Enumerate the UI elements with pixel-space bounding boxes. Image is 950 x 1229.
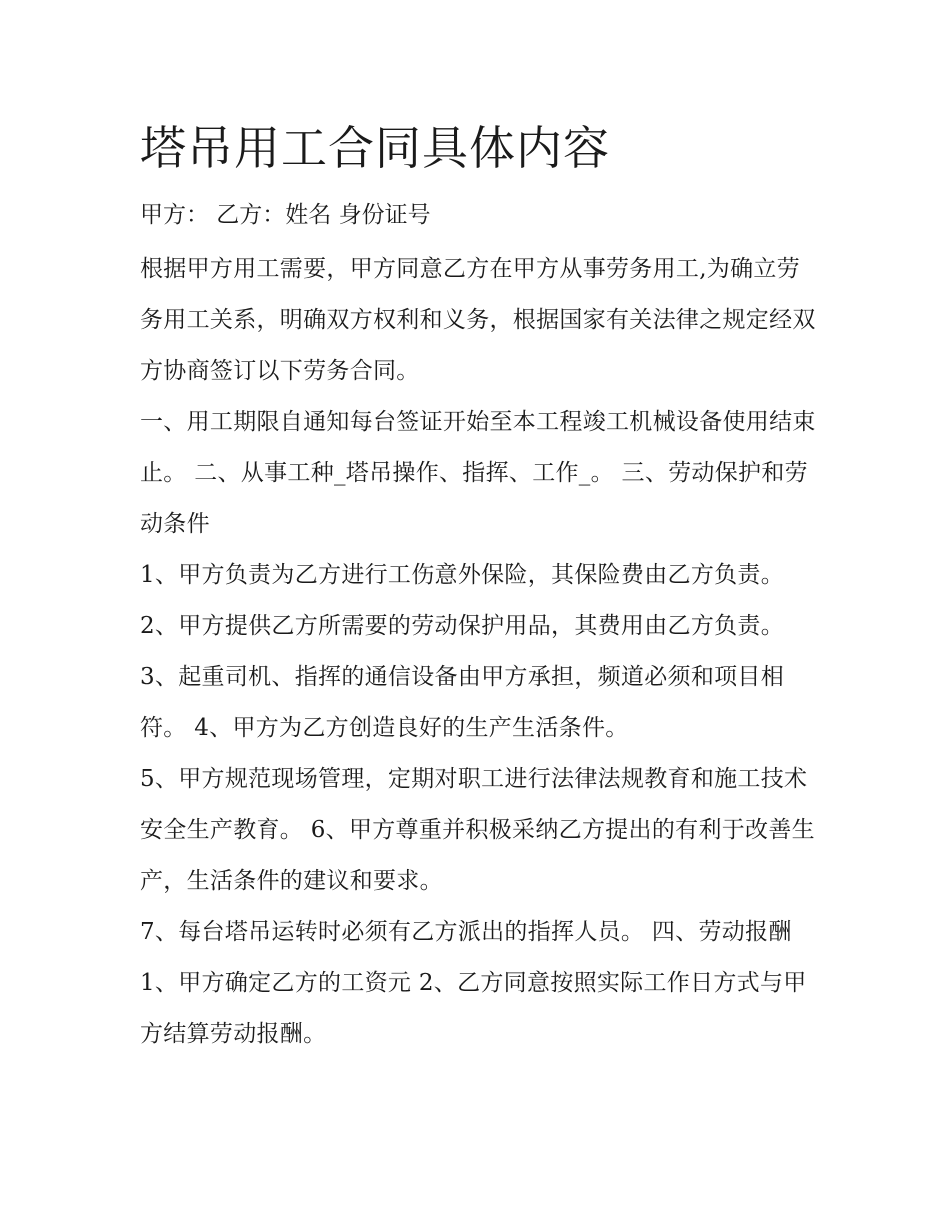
paragraph-management: 5、甲方规范现场管理，定期对职工进行法律法规教育和施工技术安全生产教育。 6、甲方尊重并积极采纳乙方提出的有利于改善生产，生活条件的建议和要求。 xyxy=(140,766,815,894)
paragraph-insurance: 1、甲方负责为乙方进行工伤意外保险，其保险费由乙方负责。 2、甲方提供乙方所需要的劳动保护用品，其费用由乙方负责。 xyxy=(140,562,785,639)
document-title: 塔吊用工合同具体内容 xyxy=(140,121,610,175)
paragraph-intro: 根据甲方用工需要，甲方同意乙方在甲方从事劳务用工,为确立劳务用工关系，明确双方权利和义务，根据国家有关法律之规定经双方协商签订以下劳务合同。 xyxy=(140,256,816,384)
paragraph-remuneration: 7、每台塔吊运转时必须有乙方派出的指挥人员。 四、劳动报酬 1、甲方确定乙方的工资元 2、乙方同意按照实际工作日方式与甲方结算劳动报酬。 xyxy=(140,919,807,1047)
paragraph-term-and-job: 一、用工期限自通知每台签证开始至本工程竣工机械设备使用结束止。 二、从事工种_塔吊操作、指挥、工作_。 三、劳动保护和劳动条件 xyxy=(140,409,816,537)
parties-line: 甲方： 乙方：姓名 身份证号 xyxy=(140,202,431,228)
document-page xyxy=(140,112,820,1060)
paragraph-equipment: 3、起重司机、指挥的通信设备由甲方承担，频道必须和项目相符。 4、甲方为乙方创造良好的生产生活条件。 xyxy=(140,664,785,741)
